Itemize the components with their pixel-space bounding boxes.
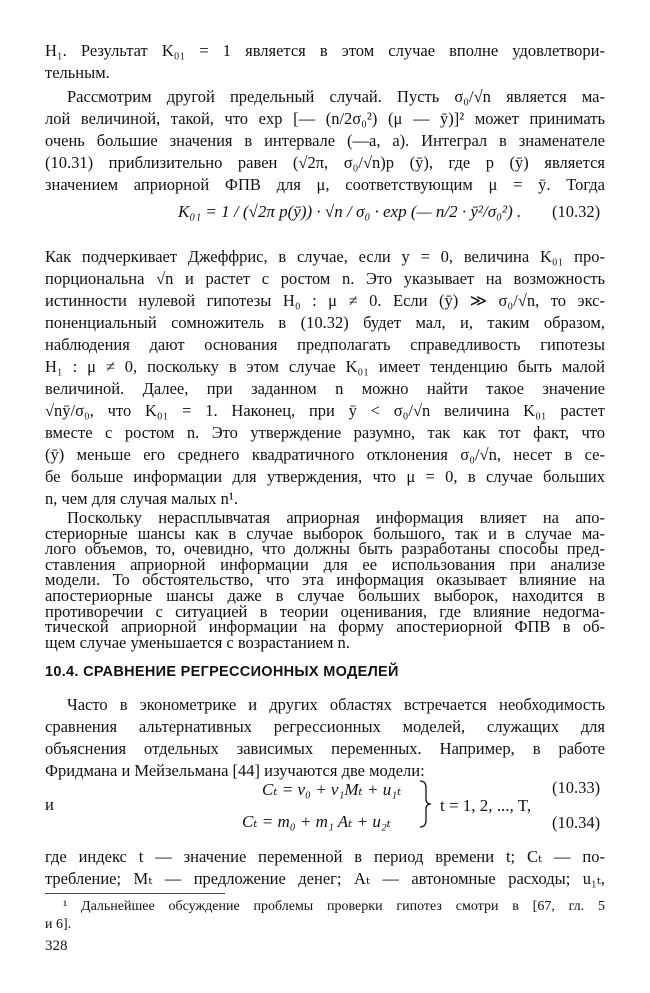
text-line: где индекс t — значение переменной в период времени t; Cₜ — по- — [45, 847, 605, 866]
text-line: H₁. Результат K₀₁ = 1 является в этом случае вполне удовлетвори- — [45, 41, 605, 60]
text-line: Как подчеркивает Джеффрис, в случае, если y = 0, величина K₀₁ про- — [45, 247, 605, 266]
equation-number: (10.34) — [552, 813, 601, 832]
text-line: H₁ : μ ≠ 0, поскольку в этом случае K₀₁ имеет тенденцию быть малой — [45, 357, 605, 376]
equation-number: (10.32) — [552, 202, 601, 221]
and-word: и — [45, 795, 54, 814]
text-line: очень большие значения в интервале (—a, a). Интеграл в знаменателе — [45, 131, 605, 150]
text-line: Поскольку нерасплывчатая априорная информация влияет на апо- — [67, 508, 605, 527]
text-line: (ȳ) меньше его среднего квадратичного отклонения σ₀/√n, несет в се- — [45, 445, 605, 464]
text-line: n, чем для случая малых n¹. — [45, 489, 238, 508]
equation-lhs: K₀₁ — [178, 202, 202, 221]
text-line: Часто в эконометрике и других областях встречается необходимость — [67, 695, 605, 714]
text-line: Рассмотрим другой предельный случай. Пусть σ₀/√n является ма- — [67, 87, 605, 106]
footnote-line: ¹ Дальнейшее обсуждение проблемы проверки гипотез смотри в [67, гл. 5 — [63, 899, 605, 914]
text-line: √nȳ/σ₀, что K₀₁ = 1. Наконец, при ȳ < σ₀/√n величина K₀₁ растет — [45, 401, 605, 420]
right-brace — [418, 780, 432, 828]
equation-10-34: Cₜ = m₀ + m₁ Aₜ + u₂ₜ — [242, 812, 391, 831]
text-line: лого объемов, то, очевидно, что должны быть разработаны способы пред- — [45, 539, 605, 559]
text-line: поненциальный сомножитель в (10.32) будет мал, и, таким образом, — [45, 313, 605, 332]
text-line: тельным. — [45, 63, 110, 82]
text-line: щем случае уменьшается с возрастанием n. — [45, 632, 350, 652]
text-line: тической априорной информации на форму апостериорной ФПВ в об- — [45, 617, 605, 637]
text-line: порциональна √n и растет с ростом n. Это указывает на возможность — [45, 269, 605, 288]
text-line: наблюдения дают основания предполагать справедливость гипотезы — [45, 335, 605, 354]
text-line: вместе с ростом n. Это утверждение разумно, так как тот факт, что — [45, 423, 605, 442]
text-line: Фридмана и Мейзельмана [44] изучаются две модели: — [45, 761, 425, 780]
page-number: 328 — [45, 938, 68, 954]
equation-body: 1 / (√2π p(ȳ)) · √n / σ₀ · exp (— n/2 · ȳ²/σ₀²) . — [221, 202, 522, 221]
text-line: противоречии с ситуацией в теории оценивания, где влияние недогма- — [45, 601, 605, 621]
text-line: стериорные шансы как в случае выборок большого, так и в случае ма- — [45, 523, 605, 543]
equation-number: (10.33) — [552, 778, 601, 797]
section-heading: 10.4. СРАВНЕНИЕ РЕГРЕССИОННЫХ МОДЕЛЕЙ — [45, 664, 399, 680]
text-line: сравнения альтернативных регрессионных моделей, служащих для — [45, 717, 605, 736]
footnote-rule — [45, 893, 225, 894]
text-line: модели. То обстоятельство, что эта информация оказывает влияние на — [45, 570, 605, 590]
text-line: требление; Mₜ — предложение денег; Aₜ — автономные расходы; u₁ₜ, — [45, 869, 605, 888]
text-line: величиной. Далее, при заданном n можно найти такое значение — [45, 379, 605, 398]
text-line: истинности нулевой гипотезы H₀ : μ ≠ 0. Если (ȳ) ≫ σ₀/√n, то экс- — [45, 291, 605, 310]
text-line: ставления априорной информации для ее использования при анализе — [45, 554, 605, 574]
text-line: (10.31) приблизительно равен (√2π, σ₀/√n)p (ȳ), где p (ȳ) является — [45, 153, 605, 172]
text-line: лой величиной, такой, что exp [— (n/2σ₀²) (μ — ȳ)]² может принимать — [45, 109, 605, 128]
t-range: t = 1, 2, ..., T, — [440, 796, 532, 815]
text-line: апостериорные шансы даже в случае больших выборок, находится в — [45, 586, 605, 605]
text-line: объяснения отдельных зависимых переменных. Например, в работе — [45, 739, 605, 758]
text-line: бе больше информации для утверждения, что μ = 0, в случае больших — [45, 467, 605, 486]
footnote-line: и 6]. — [45, 917, 72, 932]
equation-10-32: K₀₁ = 1 / (√2π p(ȳ)) · √n / σ₀ · exp (— n/2 · ȳ²/σ₀²) . — [178, 202, 522, 221]
text-line: значением априорной ФПВ для μ, соответствующим μ = ȳ. Тогда — [45, 175, 605, 194]
equation-10-33: Cₜ = v₀ + v₁Mₜ + u₁ₜ — [262, 780, 402, 799]
